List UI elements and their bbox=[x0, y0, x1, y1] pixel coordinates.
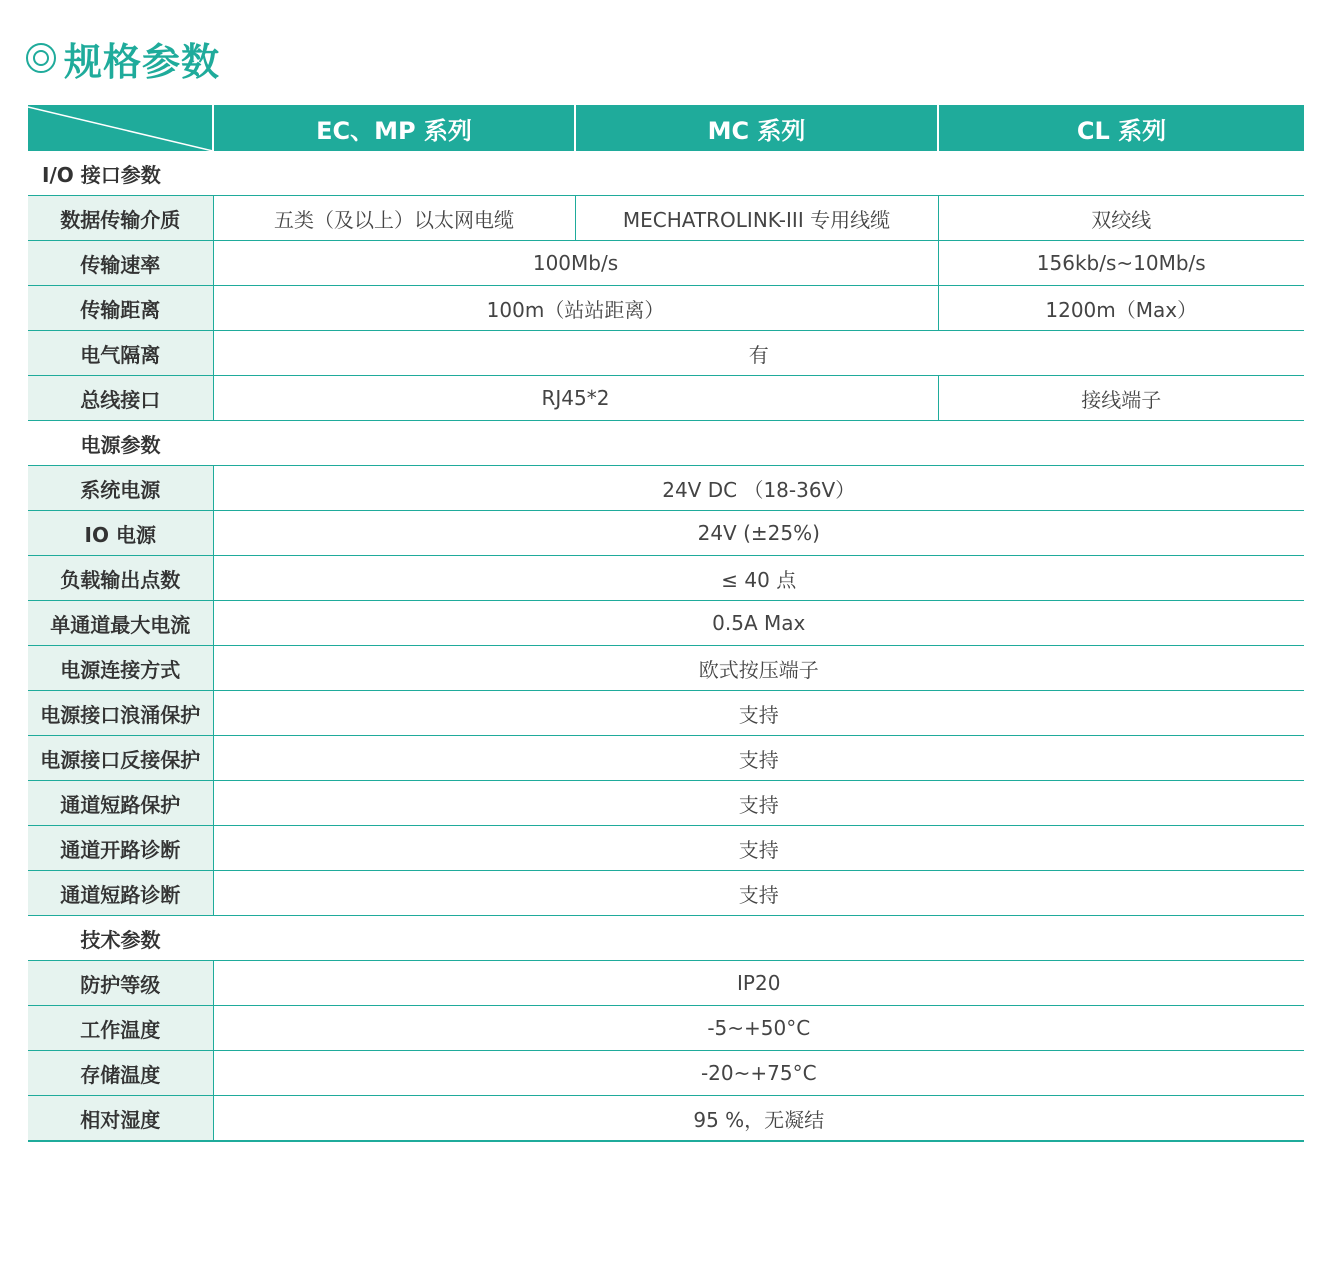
page-title bbox=[26, 30, 220, 86]
table-row bbox=[28, 826, 1304, 871]
section-row-power bbox=[28, 421, 1304, 466]
row-label: 传输距离 bbox=[28, 286, 213, 331]
row-label: 工作温度 bbox=[28, 1006, 213, 1051]
table-row bbox=[28, 1096, 1304, 1142]
row-label: 负载输出点数 bbox=[28, 556, 213, 601]
row-label: 总线接口 bbox=[28, 376, 213, 421]
cell-ec-mc: 100m（站站距离） bbox=[213, 286, 938, 331]
table-row bbox=[28, 376, 1304, 421]
table-row bbox=[28, 601, 1304, 646]
cell-all: 有 bbox=[213, 331, 1304, 376]
header-cl: CL 系列 bbox=[938, 105, 1304, 151]
row-label: 传输速率 bbox=[28, 241, 213, 286]
page-title-text: 规格参数 bbox=[64, 39, 221, 84]
cell-value: 支持 bbox=[213, 826, 1304, 871]
table-row bbox=[28, 691, 1304, 736]
cell-value: 24V (±25%) bbox=[213, 511, 1304, 556]
table-row bbox=[28, 511, 1304, 556]
row-label: IO 电源 bbox=[28, 511, 213, 556]
cell-ec-mc: 100Mb/s bbox=[213, 241, 938, 286]
row-label: 通道开路诊断 bbox=[28, 826, 213, 871]
cell-cl: 双绞线 bbox=[938, 196, 1304, 241]
section-label-tech: 技术参数 bbox=[28, 916, 213, 961]
section-label-io: I/O 接口参数 bbox=[28, 151, 1304, 196]
section-row-tech bbox=[28, 916, 1304, 961]
cell-value: 0.5A Max bbox=[213, 601, 1304, 646]
cell-ec-mp: 五类（及以上）以太网电缆 bbox=[213, 196, 575, 241]
row-label: 电源连接方式 bbox=[28, 646, 213, 691]
table-row bbox=[28, 1051, 1304, 1096]
table-row bbox=[28, 196, 1304, 241]
header-ec-mp: EC、MP 系列 bbox=[213, 105, 575, 151]
cell-value: 欧式按压端子 bbox=[213, 646, 1304, 691]
cell-value: -20~+75°C bbox=[213, 1051, 1304, 1096]
table-row bbox=[28, 466, 1304, 511]
cell-value: ≤ 40 点 bbox=[213, 556, 1304, 601]
header-row bbox=[28, 105, 1304, 151]
cell-mc: MECHATROLINK-III 专用线缆 bbox=[575, 196, 938, 241]
cell-value: 支持 bbox=[213, 691, 1304, 736]
row-label: 电源接口浪涌保护 bbox=[28, 691, 213, 736]
section-label-power: 电源参数 bbox=[28, 421, 213, 466]
header-mc: MC 系列 bbox=[575, 105, 938, 151]
table-row bbox=[28, 736, 1304, 781]
cell-ec-mc: RJ45*2 bbox=[213, 376, 938, 421]
diagonal-line bbox=[28, 105, 213, 151]
table-row bbox=[28, 781, 1304, 826]
spec-table bbox=[28, 105, 1304, 1142]
row-label: 电源接口反接保护 bbox=[28, 736, 213, 781]
cell-value: 支持 bbox=[213, 736, 1304, 781]
header-corner-cell bbox=[28, 105, 213, 151]
table-row bbox=[28, 556, 1304, 601]
table-row bbox=[28, 286, 1304, 331]
row-label: 通道短路诊断 bbox=[28, 871, 213, 916]
row-label: 系统电源 bbox=[28, 466, 213, 511]
table-row bbox=[28, 1006, 1304, 1051]
table-row bbox=[28, 871, 1304, 916]
row-label: 相对湿度 bbox=[28, 1096, 213, 1142]
row-label: 通道短路保护 bbox=[28, 781, 213, 826]
row-label: 数据传输介质 bbox=[28, 196, 213, 241]
cell-value: 95 %，无凝结 bbox=[213, 1096, 1304, 1142]
cell-value: 支持 bbox=[213, 871, 1304, 916]
cell-cl: 156kb/s~10Mb/s bbox=[938, 241, 1304, 286]
cell-value: IP20 bbox=[213, 961, 1304, 1006]
row-label: 电气隔离 bbox=[28, 331, 213, 376]
section-row-io bbox=[28, 151, 1304, 196]
table-row bbox=[28, 331, 1304, 376]
table-row bbox=[28, 961, 1304, 1006]
row-label: 防护等级 bbox=[28, 961, 213, 1006]
double-circle-icon bbox=[26, 43, 56, 73]
row-label: 单通道最大电流 bbox=[28, 601, 213, 646]
cell-value: 支持 bbox=[213, 781, 1304, 826]
cell-value: -5~+50°C bbox=[213, 1006, 1304, 1051]
cell-value: 24V DC （18-36V） bbox=[213, 466, 1304, 511]
row-label: 存储温度 bbox=[28, 1051, 213, 1096]
table-row bbox=[28, 241, 1304, 286]
cell-cl: 1200m（Max） bbox=[938, 286, 1304, 331]
cell-cl: 接线端子 bbox=[938, 376, 1304, 421]
table-row bbox=[28, 646, 1304, 691]
